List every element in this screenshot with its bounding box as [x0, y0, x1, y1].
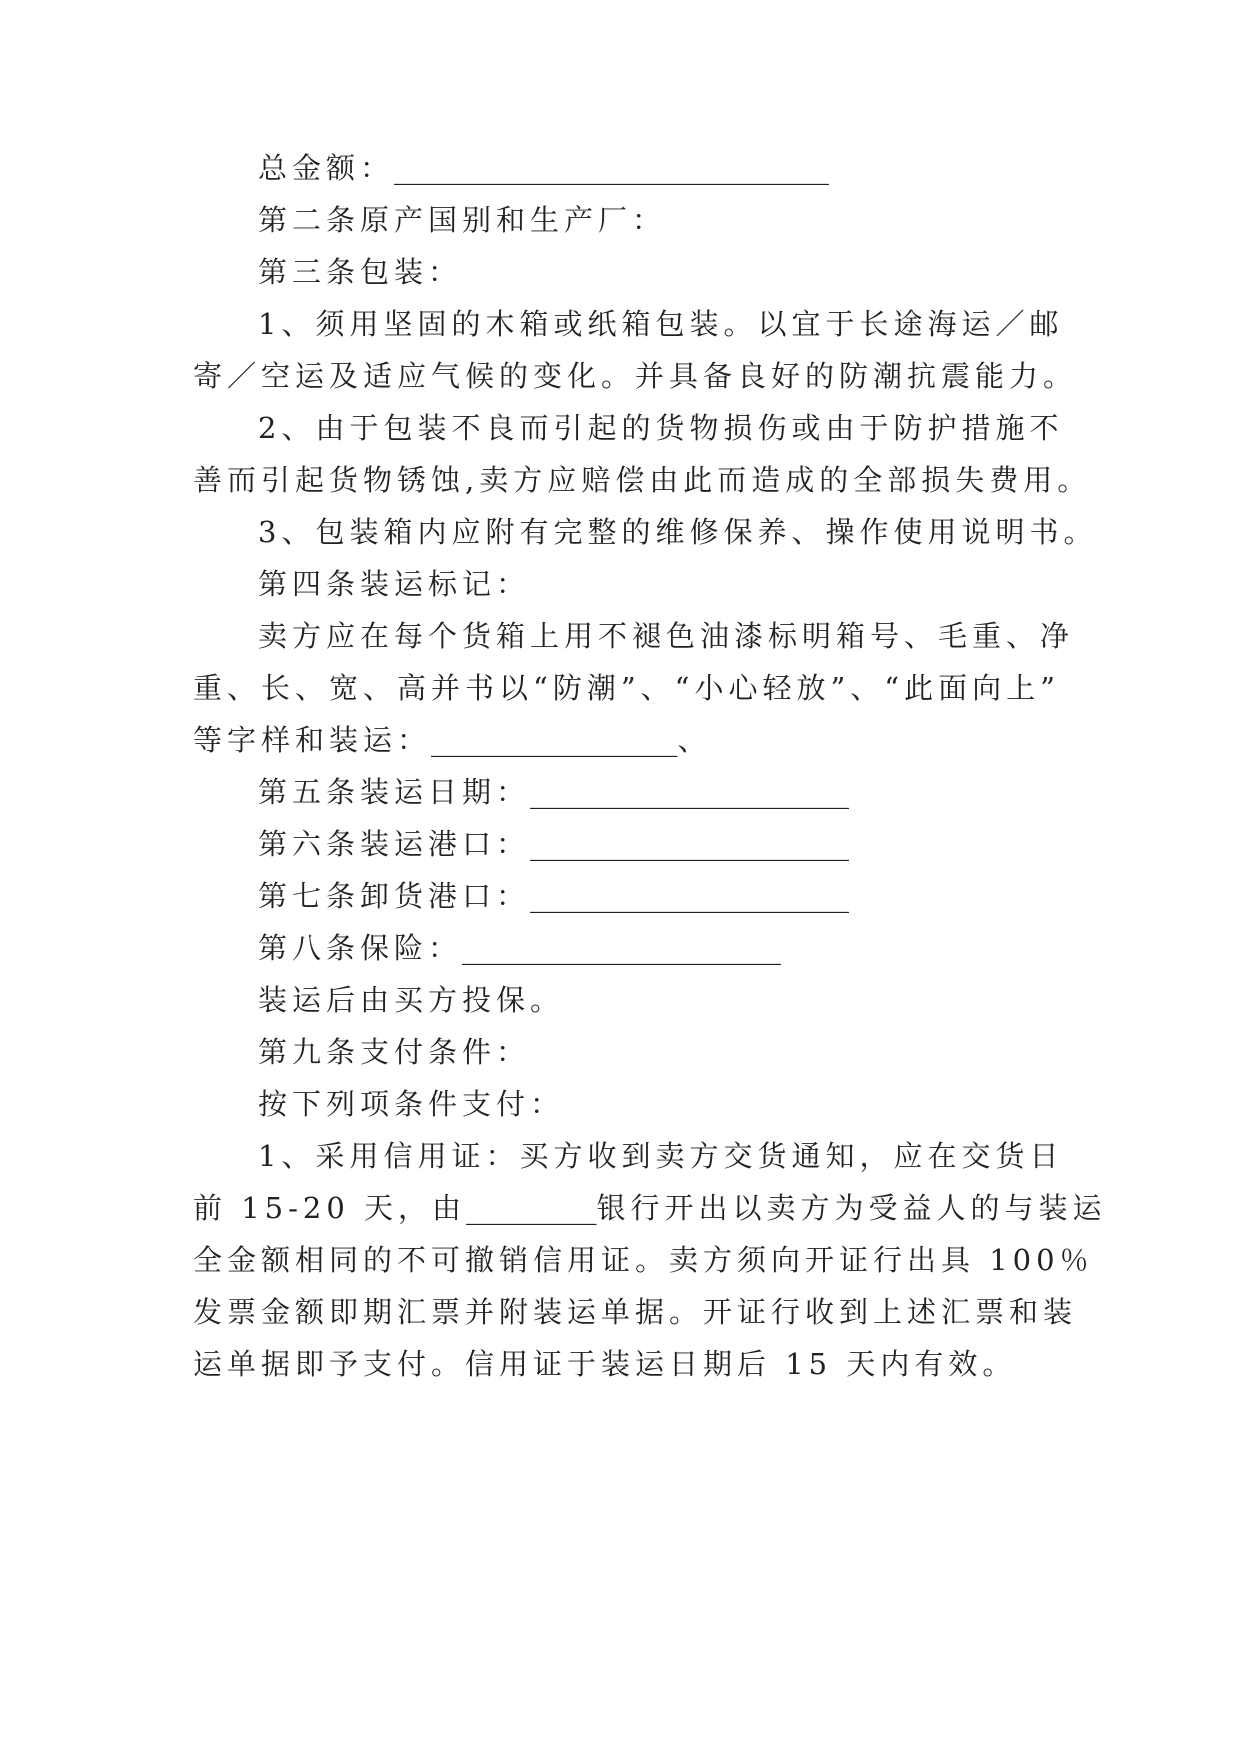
- marking-line-3: [193, 720, 712, 760]
- payment-item-1-line-4: [193, 1292, 1077, 1332]
- line-text: 重、长、宽、高并书以“防潮”、“小心轻放”、“此面向上”: [193, 671, 1060, 705]
- line-text: 第八条保险：: [258, 931, 463, 965]
- packing-item-2-line-2: [193, 460, 1091, 500]
- article-5-line: [258, 772, 849, 812]
- payment-item-1-line-5: [193, 1344, 1016, 1384]
- packing-item-3: [258, 512, 1097, 552]
- line-text: 第五条装运日期：: [258, 775, 531, 809]
- article-4-heading: [258, 564, 530, 604]
- line-text: 3、包装箱内应附有完整的维修保养、操作使用说明书。: [258, 515, 1098, 549]
- line-text: 1、须用坚固的木箱或纸箱包装。以宜于长途海运／邮: [258, 307, 1064, 341]
- payment-item-1-line-3: [193, 1240, 1094, 1280]
- line-text: 等字样和装运：: [193, 723, 432, 757]
- line-text: 善而引起货物锈蚀,卖方应赔偿由此而造成的全部损失费用。: [193, 463, 1092, 497]
- line-text: 卖方应在每个货箱上用不褪色油漆标明箱号、毛重、净: [258, 619, 1075, 653]
- line-text: 第七条卸货港口：: [258, 879, 531, 913]
- fill-blank: ______________________: [462, 931, 782, 965]
- packing-item-1-line-1: [258, 304, 1063, 344]
- line-text: 第四条装运标记：: [258, 567, 531, 601]
- fill-blank: ______________________: [530, 775, 850, 809]
- line-text: 按下列项条件支付：: [258, 1087, 565, 1121]
- line-text: 第三条包装：: [258, 255, 463, 289]
- line-text: 2、由于包装不良而引起的货物损伤或由于防护措施不: [258, 411, 1064, 445]
- article-9-heading: [258, 1032, 530, 1072]
- payment-item-1-line-1: [258, 1136, 1063, 1176]
- line-text: 、: [677, 723, 712, 757]
- article-7-line: [258, 876, 849, 916]
- payment-item-1-line-2: [193, 1188, 1107, 1228]
- line-text: 第九条支付条件：: [258, 1035, 531, 1069]
- line-text: 运单据即予支付。信用证于装运日期后 15 天内有效。: [193, 1347, 1017, 1381]
- article-8-line: [258, 928, 781, 968]
- line-text: 总金额：: [258, 151, 395, 185]
- article-2-heading: [258, 200, 666, 240]
- marking-line-1: [258, 616, 1074, 656]
- fill-blank: _________________: [431, 723, 678, 757]
- line-text: 寄／空运及适应气候的变化。并具备良好的防潮抗震能力。: [193, 359, 1078, 393]
- line-text: 前 15-20 天，由: [193, 1191, 467, 1225]
- line-text: 第二条原产国别和生产厂：: [258, 203, 667, 237]
- marking-line-2: [193, 668, 1060, 708]
- fill-blank: ______________________: [530, 879, 850, 913]
- total-amount-line: [258, 148, 829, 188]
- line-text: 全金额相同的不可撤销信用证。卖方须向开证行出具 100％: [193, 1243, 1094, 1277]
- packing-item-1-line-2: [193, 356, 1077, 396]
- fill-blank: ______________________: [530, 827, 850, 861]
- line-text: 发票金额即期汇票并附装运单据。开证行收到上述汇票和装: [193, 1295, 1078, 1329]
- line-text: 1、采用信用证：买方收到卖方交货通知，应在交货日: [258, 1139, 1064, 1173]
- payment-intro: [258, 1084, 564, 1124]
- article-3-heading: [258, 252, 462, 292]
- packing-item-2-line-1: [258, 408, 1063, 448]
- line-text: 装运后由买方投保。: [258, 983, 565, 1017]
- fill-blank: _________: [466, 1191, 597, 1225]
- line-text: 第六条装运港口：: [258, 827, 531, 861]
- fill-blank: ______________________________: [394, 151, 830, 185]
- article-6-line: [258, 824, 849, 864]
- insurance-note: [258, 980, 564, 1020]
- line-text: 银行开出以卖方为受益人的与装运: [596, 1191, 1107, 1225]
